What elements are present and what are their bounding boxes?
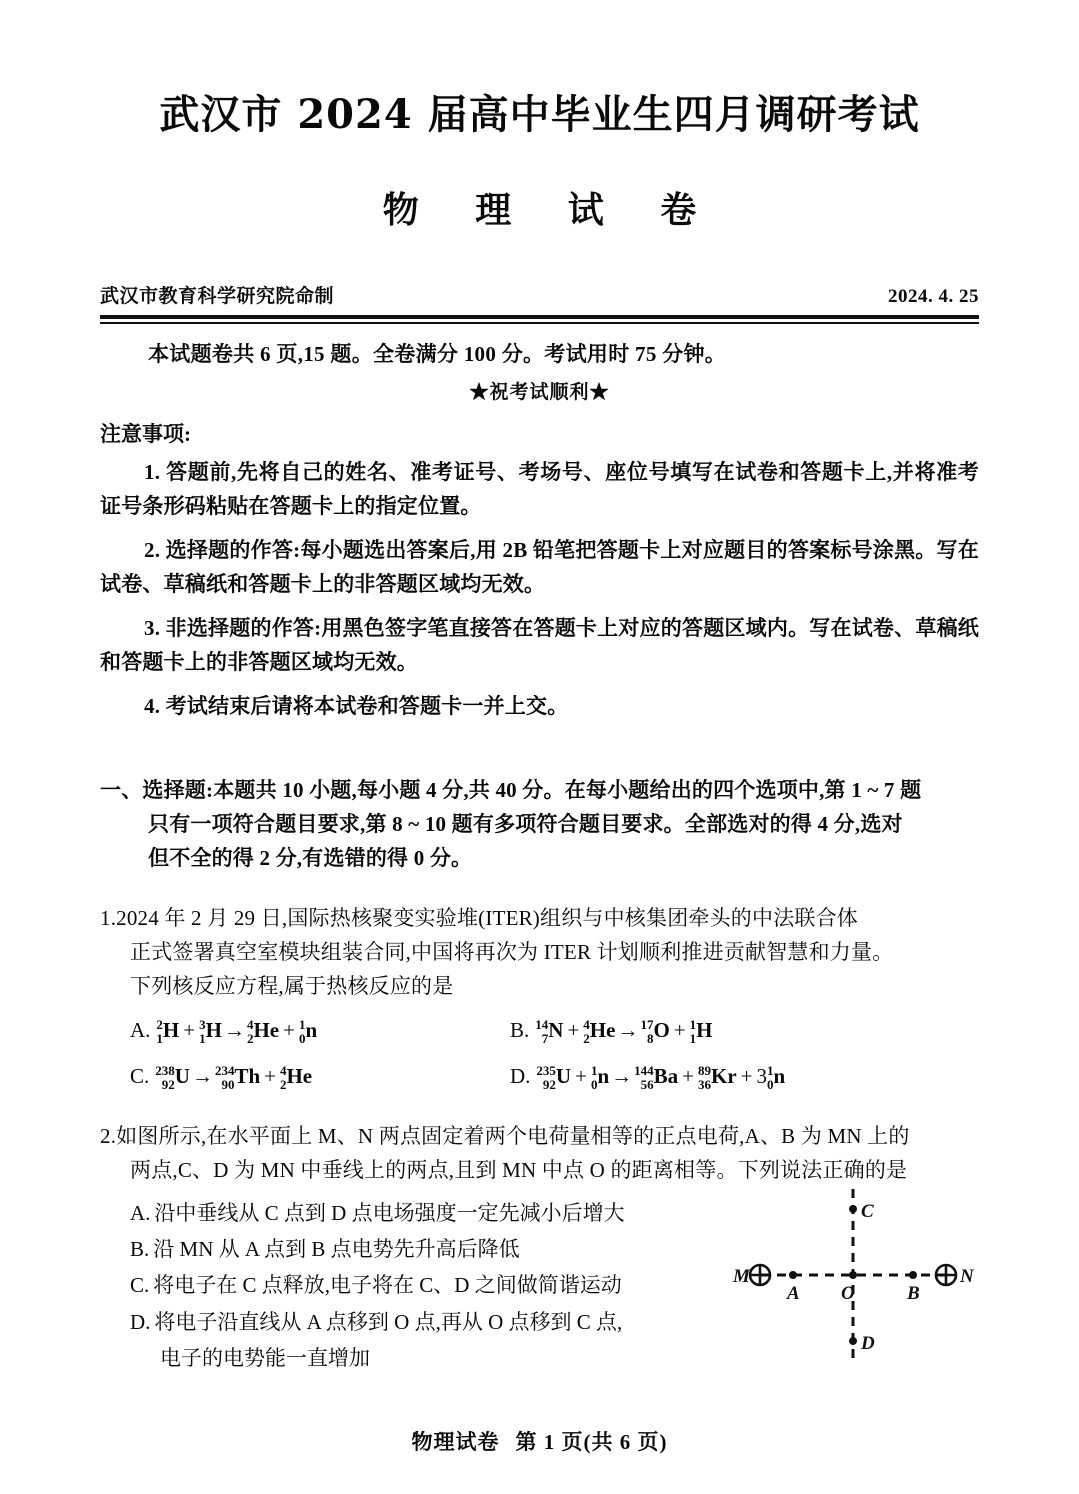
element-symbol: He: [589, 1018, 616, 1043]
section-one-line1: 本题共 10 小题,每小题 4 分,共 40 分。在每小题给出的四个选项中,第 1 ~ 7 题: [213, 778, 922, 803]
question-1: [100, 875, 979, 1093]
atomic-number: 2: [583, 1030, 590, 1046]
electric-field-diagram: [727, 1185, 979, 1365]
byline-date: 2024. 4. 25: [888, 286, 979, 307]
mass-number: 235: [536, 1063, 556, 1079]
nuclide-numbers: [155, 1064, 175, 1091]
section-one-line3: 但不全的得 2 分,有选错的得 0 分。: [148, 846, 473, 871]
question-1-option-a[interactable]: [130, 1013, 510, 1047]
question-2-stem: [100, 1119, 979, 1187]
charge-m: [750, 1265, 770, 1285]
question-1-option-b[interactable]: [510, 1013, 979, 1047]
question-1-options: [100, 1003, 979, 1093]
element-symbol: H: [205, 1018, 222, 1043]
atomic-number: 8: [646, 1030, 654, 1046]
element-symbol: He: [286, 1064, 313, 1089]
atomic-number: 1: [156, 1030, 163, 1046]
question-2-line2: 两点,C、D 为 MN 中垂线上的两点,且到 MN 中点 O 的距离相等。下列说法正确的是: [130, 1158, 908, 1183]
nuclide-numbers: [634, 1064, 654, 1091]
mass-number: 144: [634, 1063, 654, 1079]
nuclide-numbers: [640, 1018, 653, 1045]
mass-number: 238: [155, 1063, 175, 1079]
mass-number: 89: [697, 1063, 711, 1079]
section-one-line2: 只有一项符合题目要求,第 8 ~ 10 题有多项符合题目要求。全部选对的得 4 分,选对: [148, 812, 903, 837]
atomic-number: 0: [590, 1076, 598, 1092]
mass-number: 1: [689, 1017, 697, 1033]
element-symbol: H: [162, 1018, 180, 1043]
point-c-dot: [849, 1205, 857, 1213]
option-label: B.: [510, 1018, 530, 1043]
equation-operator: +: [575, 1064, 587, 1089]
equation-operator: +: [264, 1064, 276, 1089]
equation-coefficient: 3: [756, 1064, 767, 1089]
nuclear-equation-b: [535, 1017, 713, 1046]
option-label: B.: [130, 1237, 150, 1262]
element-symbol: N: [548, 1018, 564, 1043]
notice-title: 注意事项:: [100, 422, 191, 446]
option-text: 将电子在 C 点释放,电子将在 C、D 之间做简谐运动: [153, 1273, 622, 1298]
point-o-dot: [849, 1271, 857, 1279]
atomic-number: 36: [697, 1076, 711, 1092]
element-symbol: Th: [234, 1064, 261, 1089]
nuclide-numbers: [536, 1064, 556, 1091]
footer-page-number: 第 1 页(共 6 页): [515, 1430, 668, 1454]
element-symbol: n: [305, 1018, 318, 1043]
equation-arrow: →: [611, 1064, 633, 1089]
good-luck-line: ★祝考试顺利★: [469, 382, 610, 403]
notice-item: 3. 非选择题的作答:用黑色签字笔直接答在答题卡上对应的答题区域内。写在试卷、草稿纸和答题卡上的非答题区域均无效。: [100, 616, 979, 675]
element-symbol: He: [253, 1018, 280, 1043]
mass-number: 14: [535, 1017, 549, 1033]
header-divider: [100, 315, 979, 324]
question-1-option-d[interactable]: [510, 1059, 979, 1093]
page-title: 武汉市 2024 届高中毕业生四月调研考试: [159, 91, 920, 138]
element-symbol: H: [696, 1018, 713, 1043]
page-subtitle: 物 理 试 卷: [382, 189, 719, 231]
divider-thick-line: [100, 315, 979, 319]
atomic-number: 1: [199, 1030, 206, 1046]
section-one-label: 一、选择题:: [100, 778, 214, 803]
byline: [100, 233, 979, 308]
mass-number: 3: [199, 1017, 206, 1033]
mass-number: 4: [583, 1017, 590, 1033]
nuclear-equation-d: [536, 1063, 786, 1092]
nuclear-equation-c: [155, 1063, 313, 1092]
equation-operator: +: [682, 1064, 694, 1089]
byline-publisher: 武汉市教育科学研究院命制: [100, 286, 335, 307]
atomic-number: 0: [298, 1030, 306, 1046]
option-label: D.: [130, 1309, 151, 1334]
option-label: A.: [130, 1018, 151, 1043]
question-2-line1: 如图所示,在水平面上 M、N 两点固定着两个电荷量相等的正点电荷,A、B 为 MN 上的: [116, 1124, 910, 1149]
notice-item: 2. 选择题的作答:每小题选出答案后,用 2B 铅笔把答题卡上对应题目的答案标号涂黑。写在试卷、草稿纸和答题卡上的非答题区域均无效。: [100, 538, 979, 597]
label-b: B: [907, 1283, 920, 1305]
atomic-number: 2: [246, 1030, 254, 1046]
option-label: A.: [130, 1201, 151, 1226]
label-c: C: [861, 1201, 874, 1223]
option-label: D.: [510, 1064, 531, 1089]
equation-operator: +: [283, 1018, 295, 1043]
option-text: 沿 MN 从 A 点到 B 点电势先升高后降低: [153, 1237, 520, 1262]
section-one-heading: [100, 723, 979, 875]
atomic-number: 1: [689, 1030, 697, 1046]
mass-number: 1: [590, 1063, 598, 1079]
equation-arrow: →: [223, 1018, 245, 1043]
mass-number: 2: [156, 1017, 163, 1033]
question-2-option-d[interactable]: [130, 1304, 730, 1376]
label-n: N: [960, 1266, 974, 1288]
nuclide-numbers: [215, 1064, 235, 1091]
charge-n: [936, 1265, 956, 1285]
label-a: A: [787, 1283, 800, 1305]
mass-number: 17: [640, 1017, 654, 1033]
question-2: [100, 1093, 979, 1376]
equation-arrow: →: [191, 1064, 213, 1089]
label-m: M: [733, 1266, 750, 1288]
element-symbol: U: [174, 1064, 190, 1089]
equation-operator: +: [567, 1018, 580, 1043]
equation-operator: +: [740, 1064, 753, 1089]
element-symbol: n: [597, 1064, 610, 1089]
footer-subject: 物理试卷: [411, 1430, 500, 1454]
atomic-number: 92: [542, 1076, 556, 1092]
atomic-number: 7: [541, 1030, 549, 1046]
option-text-continued: 电子的电势能一直增加: [160, 1345, 370, 1370]
exam-content: [100, 324, 979, 1376]
atomic-number: 2: [279, 1076, 287, 1092]
mass-number: 4: [279, 1063, 287, 1079]
notice-item: 1. 答题前,先将自己的姓名、准考证号、考场号、座位号填写在试卷和答题卡上,并将准考证号条形码粘贴在答题卡上的指定位置。: [100, 460, 979, 519]
question-1-stem: [100, 901, 979, 1003]
element-symbol: Ba: [653, 1064, 679, 1089]
question-1-line1: 2024 年 2 月 29 日,国际热核聚变实验堆(ITER)组织与中核集团牵头的中法联合体: [116, 906, 858, 931]
question-2-option-b[interactable]: [130, 1231, 730, 1267]
equation-operator: +: [673, 1018, 686, 1043]
question-1-line3: 下列核反应方程,属于热核反应的是: [130, 974, 454, 999]
nuclear-equation-a: [156, 1017, 318, 1046]
question-2-option-a[interactable]: [130, 1195, 730, 1231]
element-symbol: n: [773, 1064, 786, 1089]
option-text: 沿中垂线从 C 点到 D 点电场强度一定先减小后增大: [154, 1201, 625, 1226]
atomic-number: 92: [161, 1076, 175, 1092]
label-d: D: [861, 1333, 875, 1355]
element-symbol: U: [555, 1064, 572, 1089]
option-text: 将电子沿直线从 A 点移到 O 点,再从 O 点移到 C 点,: [154, 1309, 623, 1334]
nuclide-numbers: [535, 1018, 548, 1045]
label-o: O: [841, 1283, 855, 1305]
mass-number: 1: [766, 1063, 774, 1079]
question-2-option-c[interactable]: [130, 1267, 730, 1303]
option-label: C.: [130, 1064, 150, 1089]
mass-number: 4: [246, 1017, 254, 1033]
question-1-option-c[interactable]: [130, 1059, 510, 1093]
nuclide-numbers: [698, 1064, 711, 1091]
notice-item: 4. 考试结束后请将本试卷和答题卡一并上交。: [144, 694, 569, 719]
atomic-number: 0: [766, 1076, 774, 1092]
equation-operator: +: [183, 1018, 196, 1043]
question-2-figure: [727, 1185, 979, 1365]
element-symbol: O: [653, 1018, 670, 1043]
page-footer: [0, 1426, 1079, 1456]
element-symbol: Kr: [710, 1064, 737, 1089]
exam-meta-line: 本试题卷共 6 页,15 题。全卷满分 100 分。考试用时 75 分钟。: [148, 342, 727, 366]
atomic-number: 90: [221, 1076, 235, 1092]
equation-arrow: →: [617, 1018, 639, 1043]
question-1-number: 1.: [100, 906, 117, 931]
atomic-number: 56: [640, 1076, 654, 1092]
mass-number: 234: [214, 1063, 235, 1079]
point-a-dot: [789, 1271, 797, 1279]
question-2-number: 2.: [100, 1124, 117, 1149]
mass-number: 1: [298, 1017, 306, 1033]
point-b-dot: [909, 1271, 917, 1279]
point-d-dot: [849, 1337, 857, 1345]
question-1-line2: 正式签署真空室模块组装合同,中国将再次为 ITER 计划顺利推进贡献智慧和力量。: [130, 940, 894, 965]
option-label: C.: [130, 1273, 150, 1298]
